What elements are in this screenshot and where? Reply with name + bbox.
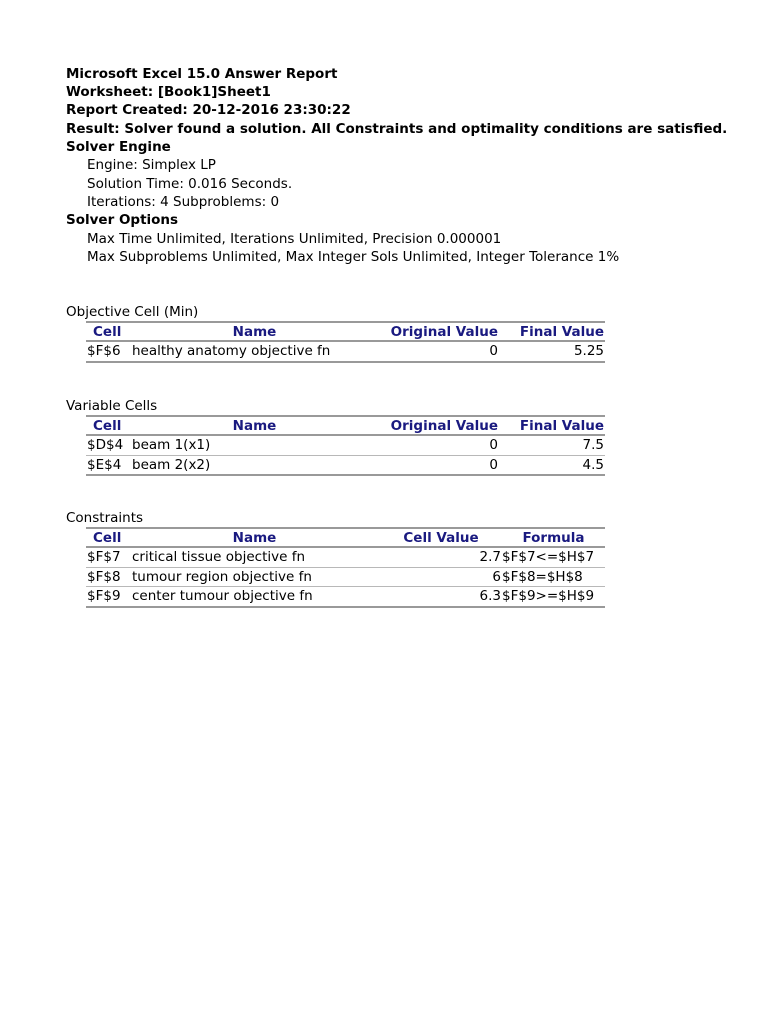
cell-value: 6.3 <box>479 588 501 604</box>
column-header-name: Name <box>232 530 277 546</box>
column-header-name: Name <box>232 418 277 434</box>
options-line-2: Max Subproblems Unlimited, Max Integer Sols Unlimited, Integer Tolerance 1% <box>87 249 620 265</box>
cell-name: beam 2(x2) <box>132 456 211 473</box>
result-line: Result: Solver found a solution. All Constraints and optimality conditions are satisfied. <box>66 121 728 137</box>
cell-name: beam 1(x1) <box>132 437 211 453</box>
formula: $F$7<=$H$7 <box>502 549 595 565</box>
formula: $F$8=$H$8 <box>502 568 583 585</box>
iterations-line: Iterations: 4 Subproblems: 0 <box>87 194 280 210</box>
solution-time-line: Solution Time: 0.016 Seconds. <box>87 176 293 192</box>
final-value: 5.25 <box>573 343 604 359</box>
column-header-cell: Cell <box>93 324 122 340</box>
column-header-cell-value: Cell Value <box>403 530 479 546</box>
cell-name: center tumour objective fn <box>132 588 313 604</box>
cell-name: healthy anatomy objective fn <box>132 343 331 359</box>
cell-ref: $F$9 <box>87 588 121 604</box>
final-value: 4.5 <box>582 456 604 473</box>
original-value: 0 <box>489 437 498 453</box>
cell-ref: $F$6 <box>87 343 121 359</box>
cell-ref: $D$4 <box>87 437 124 453</box>
objective-table <box>86 321 605 363</box>
cell-value: 2.7 <box>479 549 501 565</box>
column-header-original-value: Original Value <box>390 324 498 340</box>
options-line-1: Max Time Unlimited, Iterations Unlimited, Precision 0.000001 <box>87 231 502 247</box>
final-value: 7.5 <box>582 437 604 453</box>
column-header-final-value: Final Value <box>519 324 604 340</box>
report-created-line: Report Created: 20-12-2016 23:30:22 <box>66 102 351 118</box>
table-row <box>86 548 605 568</box>
cell-ref: $F$7 <box>87 549 121 565</box>
column-header-formula: Formula <box>522 530 585 546</box>
solver-options-heading: Solver Options <box>66 212 179 228</box>
objective-section-title: Objective Cell (Min) <box>66 304 199 320</box>
engine-line: Engine: Simplex LP <box>87 157 216 173</box>
table-row <box>86 587 605 608</box>
table-row <box>86 568 605 588</box>
table-row <box>86 456 605 477</box>
column-header-cell: Cell <box>93 530 122 546</box>
original-value: 0 <box>489 456 498 473</box>
constraints-section-title: Constraints <box>66 510 144 526</box>
constraints-table <box>86 527 605 608</box>
variables-section-title: Variable Cells <box>66 398 158 414</box>
cell-value: 6 <box>492 568 501 585</box>
column-header-original-value: Original Value <box>390 418 498 434</box>
column-header-cell: Cell <box>93 418 122 434</box>
column-header-name: Name <box>232 324 277 340</box>
table-header-row <box>86 321 605 342</box>
cell-name: critical tissue objective fn <box>132 549 306 565</box>
formula: $F$9>=$H$9 <box>502 588 595 604</box>
original-value: 0 <box>489 343 498 359</box>
cell-ref: $E$4 <box>87 456 122 473</box>
table-header-row <box>86 527 605 548</box>
cell-ref: $F$8 <box>87 568 121 585</box>
cell-name: tumour region objective fn <box>132 568 312 585</box>
report-title: Microsoft Excel 15.0 Answer Report <box>66 66 338 82</box>
worksheet-line: Worksheet: [Book1]Sheet1 <box>66 84 271 100</box>
variables-table <box>86 415 605 476</box>
table-header-row <box>86 415 605 436</box>
solver-engine-heading: Solver Engine <box>66 139 171 155</box>
table-row <box>86 436 605 456</box>
column-header-final-value: Final Value <box>519 418 604 434</box>
table-row <box>86 342 605 363</box>
